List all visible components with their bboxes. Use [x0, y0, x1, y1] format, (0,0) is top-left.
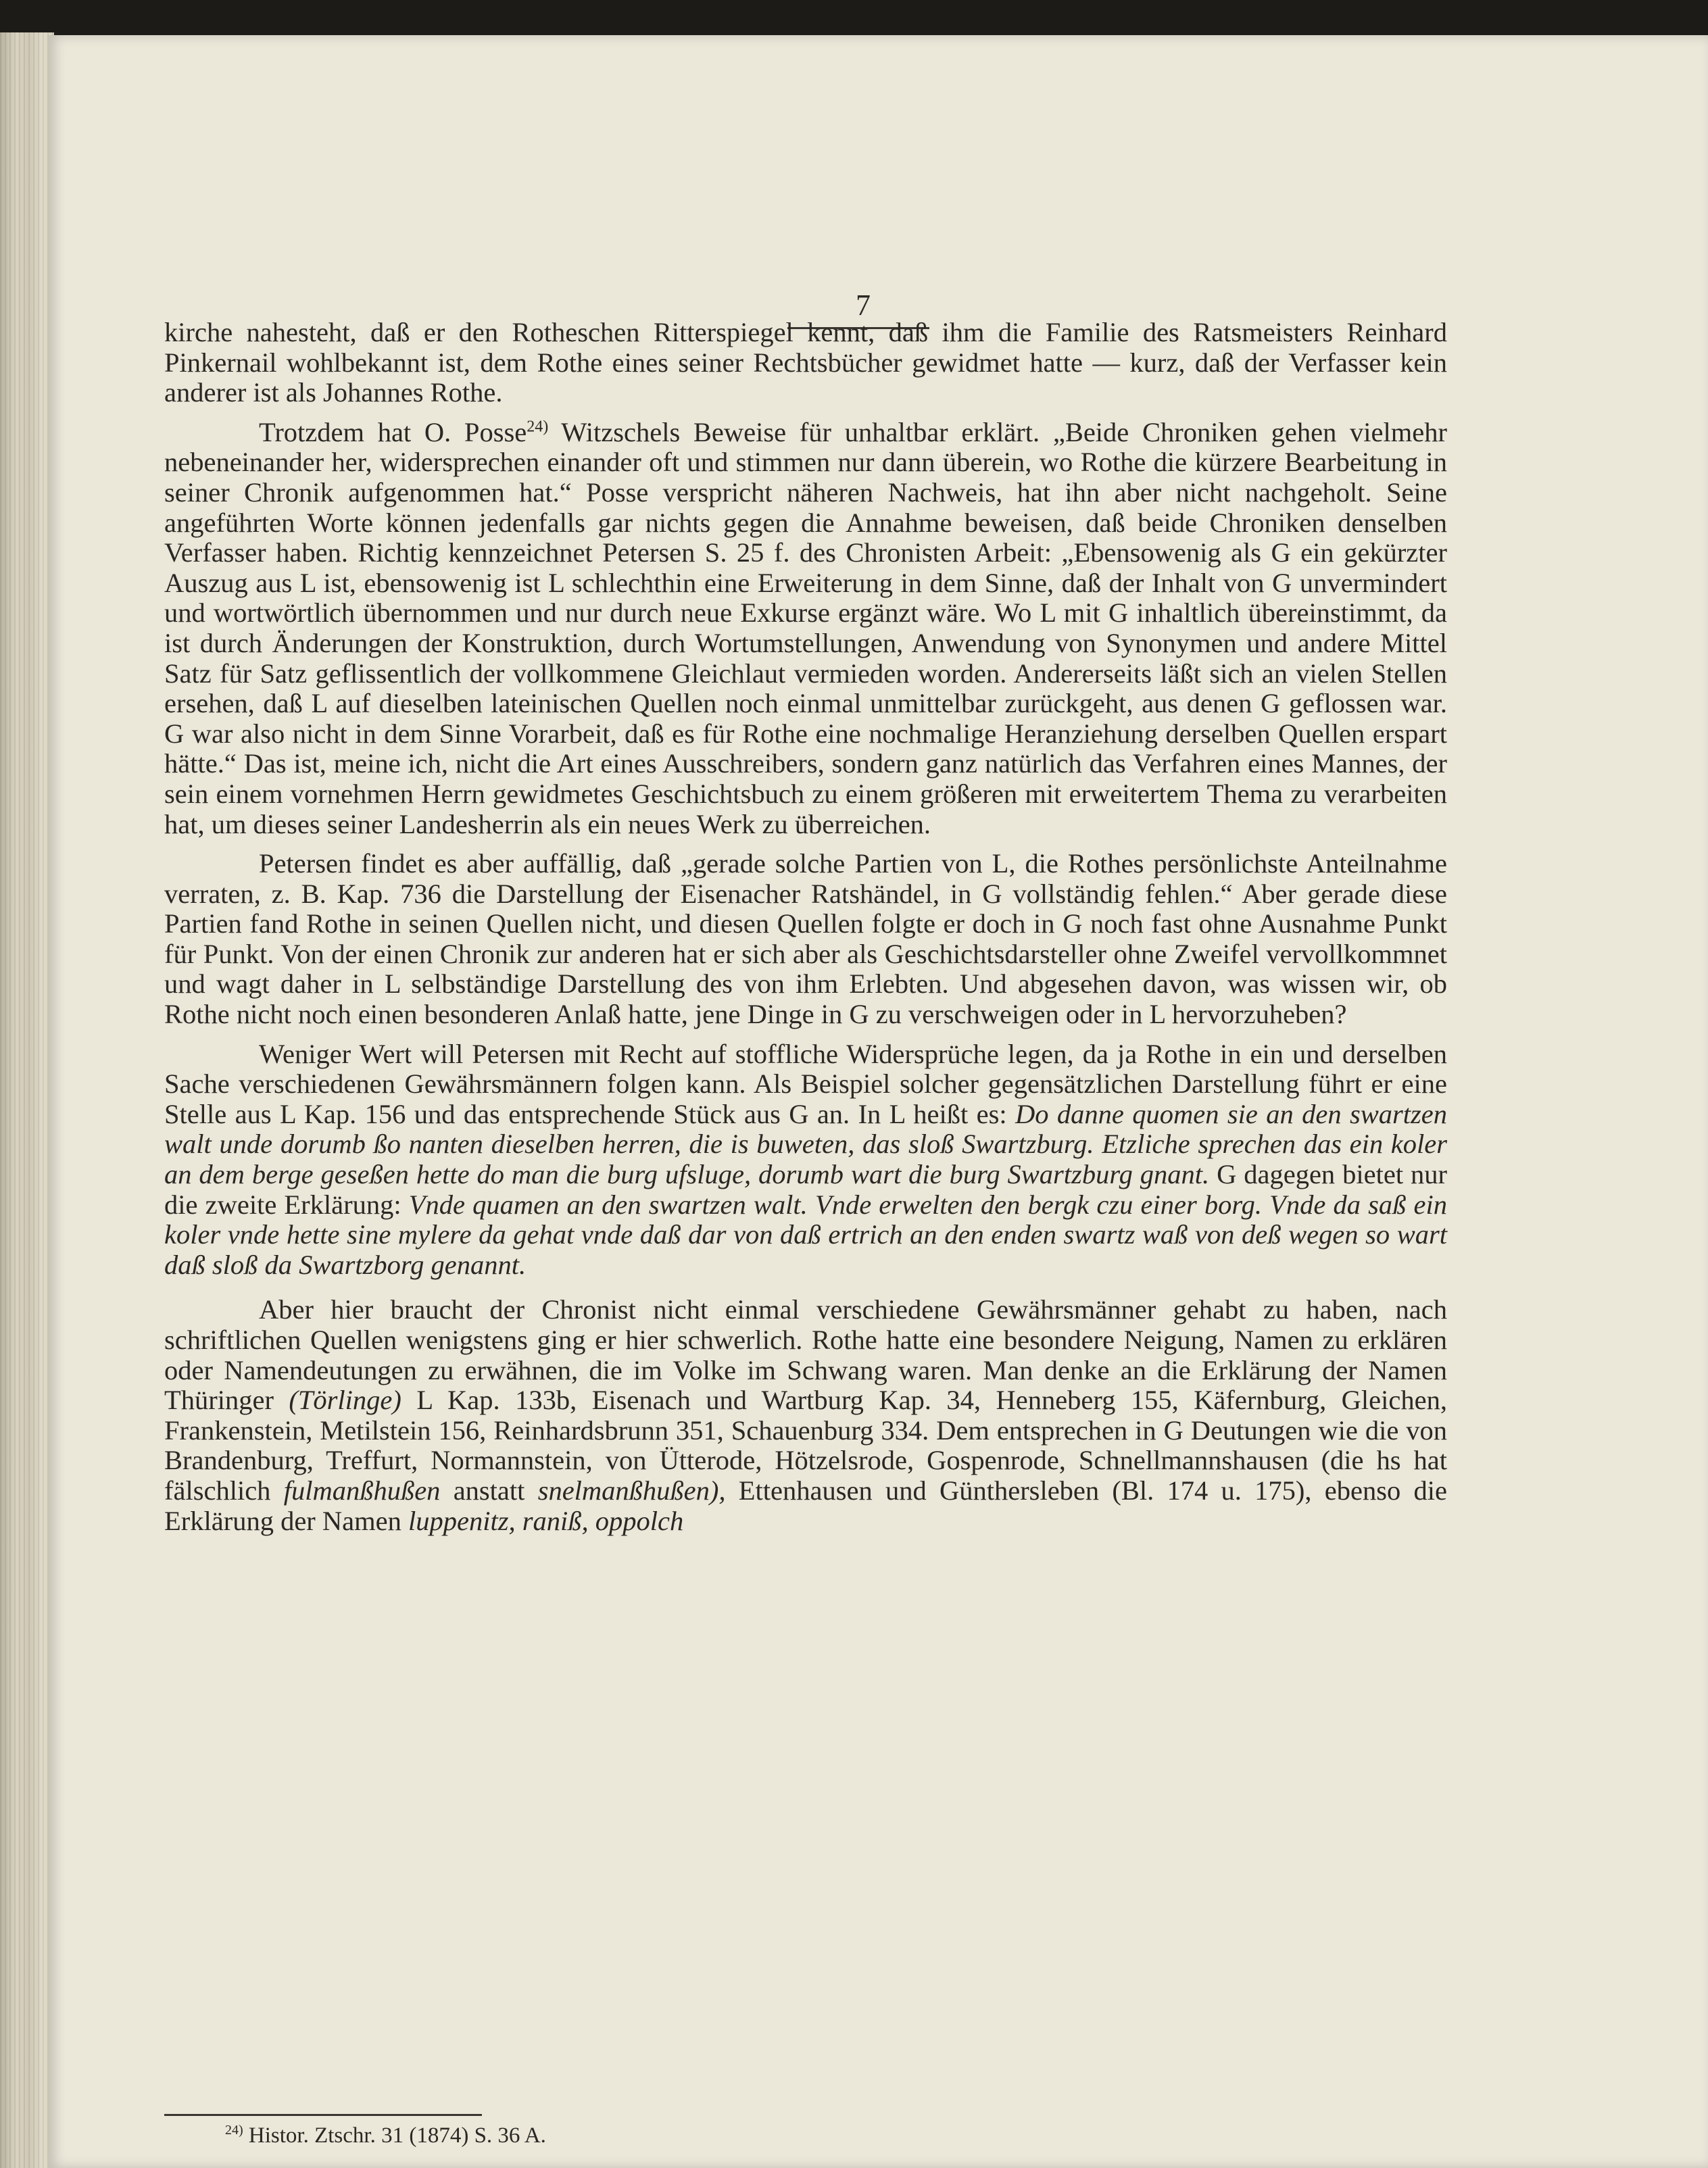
text-run: Witzschels Beweise für unhaltbar erklärt. „Beide Chroniken gehen vielmehr nebeneinander her, widersprechen einander oft und stimmen nur dann überein, wo Rothe die kürzere Bearbeitung in seiner Chronik aufgenommen hat.“ Posse verspricht näheren Nachweis, hat ihn aber nicht nachgeholt. Seine angeführten Worte können jedenfalls gar nichts gegen die Annahme beweisen, daß beide Chroniken denselben Verfasser haben. Richtig kennzeichnet Petersen S. 25 f. des Chronisten Arbeit: „Ebensowenig als G ein gekürzter Auszug aus L ist, ebensowenig ist L schlechthin eine Erweiterung in dem Sinne, daß der Inhalt von G unvermindert und wortwörtlich übernommen und nur durch neue Exkurse ergänzt wäre. Wo L mit G inhaltlich übereinstimmt, da ist durch Änderungen der Konstruktion, durch Wortumstellungen, Anwendung von Synonymen und andere Mittel Satz für Satz geflissentlich der vollkommene Gleichlaut vermieden worden. Andererseits läßt sich an vielen Stellen ersehen, daß L auf dieselben lateinischen Quellen noch einmal unmittelbar zurückgeht, aus denen G geflossen war. G war also nicht in dem Sinne Vorarbeit, daß es für Rothe eine nochmalige Heranziehung derselben Quellen erspart hätte.“ Das ist, meine ich, nicht die Art eines Ausschreibers, sondern ganz natürlich das Verfahren eines Mannes, der sein einem vornehmen Herrn gewidmetes Geschichtsbuch zu einem größeren mit erweitertem Thema zu verarbeiten hat, um dieses seiner Landesherrin als ein neues Werk zu überreichen.	[164, 416, 1447, 839]
paragraph	[164, 418, 1447, 839]
footnote-marker: 24)	[225, 2123, 243, 2138]
paragraph	[164, 318, 1447, 408]
text-run: Ettenhausen und Günthersleben (Bl. 174 u. 175), ebenso die Erklärung der Namen	[164, 1475, 1447, 1536]
footnote-text: Histor. Ztschr. 31 (1874) S. 36 A.	[243, 2123, 546, 2148]
footnote	[225, 2122, 546, 2149]
quoted-source-text: fulmanßhußen	[283, 1475, 441, 1506]
text-run: Trotzdem hat O. Posse	[259, 416, 527, 447]
text-run: Aber hier braucht der Chronist nicht einmal verschiedene Gewährsmänner gehabt zu haben, nach schriftlichen Quellen wenigstens ging er hier schwerlich. Rothe hatte eine besondere Neigung, Namen zu erklären oder Namendeutungen zu erwähnen, die im Volke im Schwang waren. Man denke an die Erklärung der Namen Thüringer	[164, 1294, 1447, 1416]
text-run: kirche nahesteht, daß er den Rotheschen Ritterspiegel kennt, daß ihm die Familie des Ratsmeisters Reinhard Pinkernail wohlbekannt ist, dem Rothe eines seiner Rechtsbücher gewidmet hatte — kurz, daß der Verfasser kein anderer ist als Johannes Rothe.	[164, 317, 1447, 408]
paragraph	[164, 849, 1447, 1030]
footnote-reference: 24)	[527, 418, 549, 436]
text-run: Petersen findet es aber auffällig, daß „gerade solche Partien von L, die Rothes persönlichste Anteilnahme verraten, z. B. Kap. 736 die Darstellung der Eisenacher Ratshändel, in G vollständig fehlen.“ Aber gerade diese Partien fand Rothe in seinen Quellen nicht, und diesen Quellen folgte er doch in G noch fast ohne Ausnahme Punkt für Punkt. Von der einen Chronik zur anderen hat er sich aber als Geschichtsdarsteller ohne Zweifel vervollkommnet und wagt daher in L selbständige Darstellung des von ihm Erlebten. Und abgesehen davon, was wissen wir, ob Rothe nicht noch einen besonderen Anlaß hatte, jene Dinge in G zu verschweigen oder in L hervorzuheben?	[164, 848, 1447, 1030]
footnote-rule	[164, 2114, 482, 2116]
paragraph	[164, 1039, 1447, 1281]
quoted-source-text: (Törlinge)	[289, 1385, 401, 1416]
page-stack-edge	[0, 32, 54, 2168]
quoted-source-text: snelmanßhußen),	[537, 1475, 726, 1506]
quoted-source-text: Do danne quomen sie an den swartzen walt unde dorumb ßo nanten dieselben herren, die is buweten, das sloß Swartzburg. Etzliche sprechen das ein koler an dem berge geseßen hette do man die burg ufsluge, dorumb wart die burg Swartzburg gnant.	[164, 1098, 1447, 1190]
quoted-source-text: luppenitz, raniß, oppolch	[408, 1505, 684, 1536]
text-run: Weniger Wert will Petersen mit Recht auf stoffliche Widersprüche legen, da ja Rothe in ein und derselben Sache verschiedenen Gewährsmännern folgen kann. Als Beispiel solcher gegensätzlichen Darstellung führt er eine Stelle aus L Kap. 156 und das entsprechende Stück aus G an. In L heißt es:	[164, 1038, 1447, 1129]
page-number: 7	[856, 289, 871, 322]
quoted-source-text: Vnde quamen an den swartzen walt. Vnde erwelten den bergk czu einer borg. Vnde da saß ein koler vnde hette sine mylere da gehat vnde daß dar von daß ertrich an den enden swartz waß von deß wegen so wart daß sloß da Swartzborg genannt.	[164, 1189, 1447, 1280]
text-run: L Kap. 133b, Eisenach und Wartburg Kap. 34, Henneberg 155, Käfernburg, Gleichen, Frankenstein, Metilstein 156, Reinhardsbrunn 351, Schauenburg 334. Dem entsprechen in G Deutungen wie die von Brandenburg, Treffurt, Normannstein, von Ütterode, Hötzelsrode, Gospenrode, Schnellmannshausen (die hs hat fälschlich	[164, 1385, 1447, 1506]
text-run: G dagegen bietet nur die zweite Erklärung:	[164, 1159, 1447, 1220]
paragraph	[164, 1295, 1447, 1536]
body-text	[164, 318, 1447, 1536]
text-run: anstatt	[440, 1475, 538, 1506]
